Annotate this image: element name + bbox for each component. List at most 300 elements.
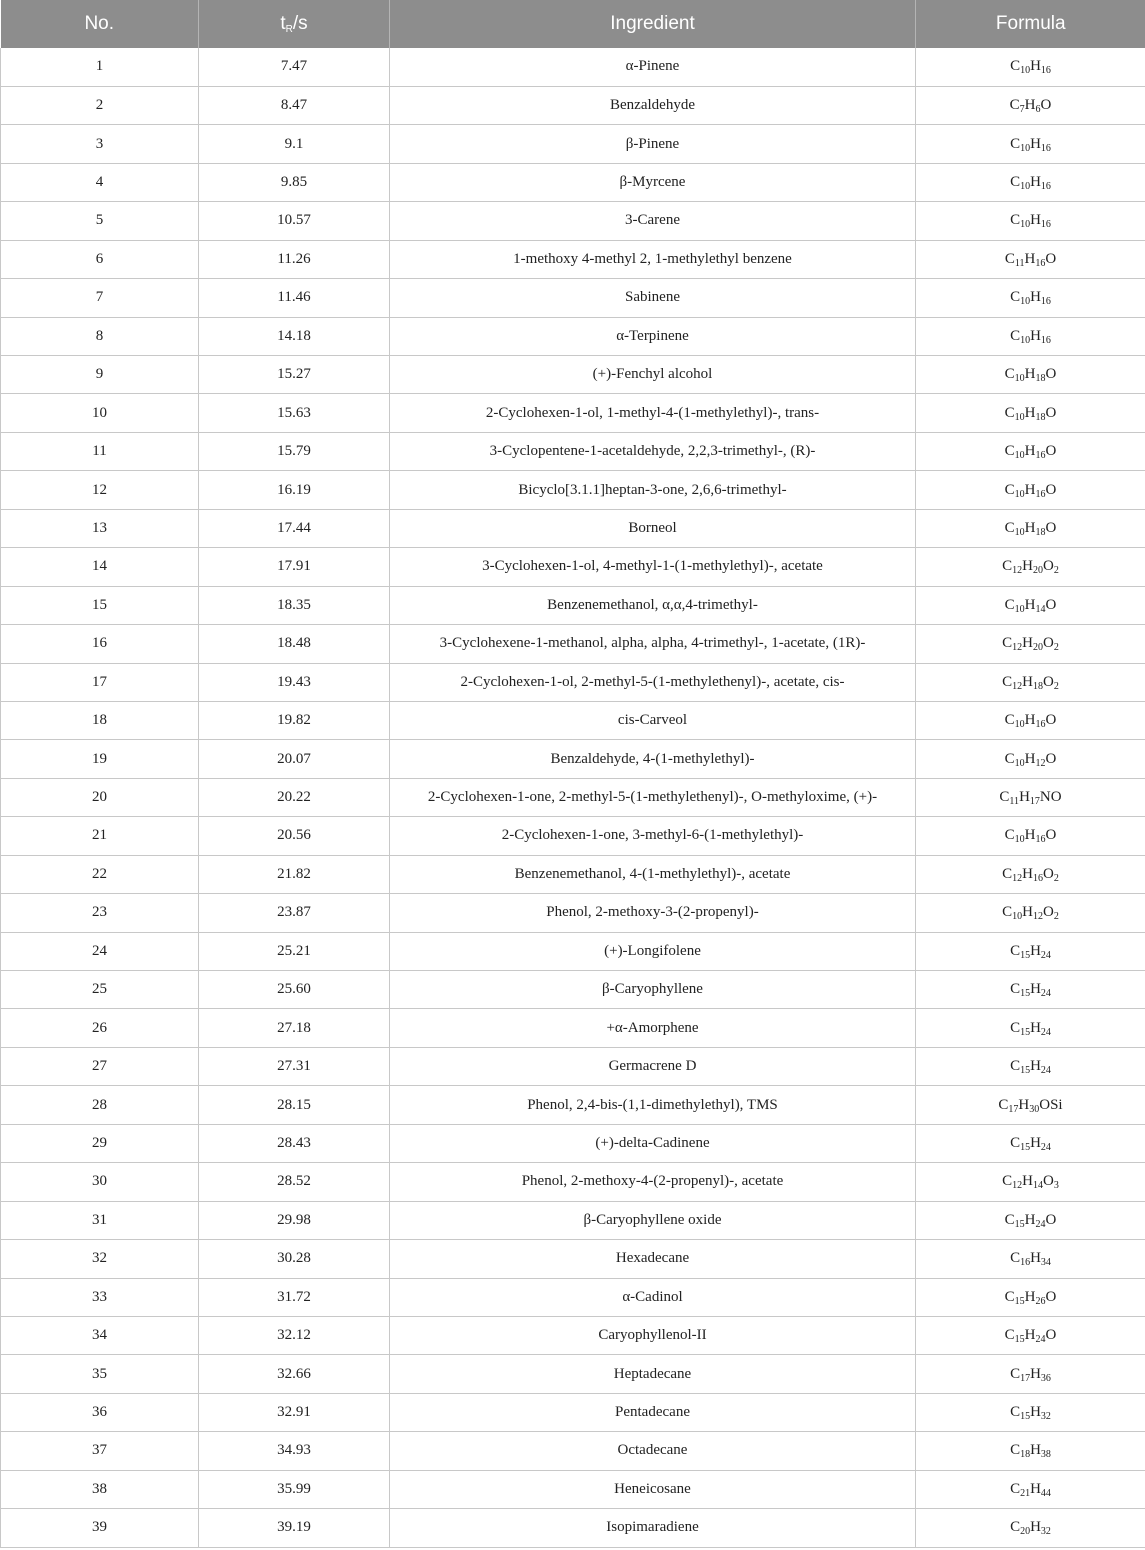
formula-count: 12 <box>1012 680 1023 692</box>
formula-element: H <box>1030 981 1041 998</box>
formula-count: 16 <box>1035 488 1046 500</box>
cell-retention-time: 25.60 <box>199 971 390 1009</box>
formula-count: 30 <box>1029 1103 1040 1115</box>
cell-ingredient: Phenol, 2,4-bis-(1,1-dimethylethyl), TMS <box>390 1086 916 1124</box>
cell-retention-time: 27.18 <box>199 1009 390 1047</box>
formula-count: 15 <box>1020 1065 1031 1077</box>
formula-count: 2 <box>1053 872 1059 884</box>
cell-retention-time: 32.12 <box>199 1316 390 1354</box>
formula-element: C <box>1002 1173 1013 1190</box>
formula-count: 20 <box>1033 642 1043 654</box>
formula-count: 16 <box>1040 296 1051 308</box>
cell-retention-time: 19.82 <box>199 701 390 739</box>
header-formula: Formula <box>995 13 1066 34</box>
formula-count: 24 <box>1035 1218 1046 1230</box>
table-row <box>1 1047 1145 1085</box>
header-retention-time <box>199 0 390 48</box>
formula-count: 12 <box>1012 565 1023 577</box>
cell-formula <box>916 1470 1145 1508</box>
formula-count: 10 <box>1014 757 1025 769</box>
formula-element: H <box>1030 1019 1041 1036</box>
cell-no: 38 <box>1 1470 199 1508</box>
table-row <box>1 1432 1145 1470</box>
cell-ingredient: Caryophyllenol-II <box>390 1316 916 1354</box>
formula-element: C <box>1004 1327 1015 1344</box>
formula-count: 18 <box>1033 680 1043 692</box>
cell-ingredient: α-Pinene <box>390 48 916 86</box>
cell-retention-time: 11.46 <box>199 279 390 317</box>
formula-count: 16 <box>1040 334 1051 346</box>
formula-element: C <box>1004 827 1015 844</box>
formula-count: 12 <box>1035 757 1046 769</box>
cell-no: 34 <box>1 1316 199 1354</box>
cell-retention-time: 16.19 <box>199 471 390 509</box>
formula-count: 10 <box>1020 334 1031 346</box>
cell-retention-time: 25.21 <box>199 932 390 970</box>
cell-retention-time: 19.43 <box>199 663 390 701</box>
header-ingredient: Ingredient <box>390 0 916 48</box>
table-row <box>1 1201 1145 1239</box>
formula-count: 3 <box>1053 1180 1059 1192</box>
cell-ingredient: Benzaldehyde, 4-(1-methylethyl)- <box>390 740 916 778</box>
cell-formula <box>916 394 1145 432</box>
cell-ingredient: Heneicosane <box>390 1470 916 1508</box>
formula-count: 20 <box>1033 565 1043 577</box>
cell-no: 11 <box>1 432 199 470</box>
formula-count: 24 <box>1040 949 1051 961</box>
formula-count: 10 <box>1014 834 1025 846</box>
table-row <box>1 1393 1145 1431</box>
cell-retention-time: 15.63 <box>199 394 390 432</box>
cell-retention-time: 10.57 <box>199 202 390 240</box>
formula-element: C <box>1004 1211 1015 1228</box>
cell-ingredient: Sabinene <box>390 279 916 317</box>
formula-count: 44 <box>1040 1487 1051 1499</box>
formula-count: 15 <box>1014 1334 1025 1346</box>
formula-count: 16 <box>1035 719 1046 731</box>
cell-retention-time: 11.26 <box>199 240 390 278</box>
formula-element: H <box>1030 289 1041 306</box>
cell-no: 18 <box>1 701 199 739</box>
formula-element: C <box>1002 904 1013 921</box>
formula-element: H <box>1030 135 1041 152</box>
cell-formula <box>916 125 1145 163</box>
cell-formula <box>916 1278 1145 1316</box>
cell-no: 1 <box>1 48 199 86</box>
cell-ingredient: β-Pinene <box>390 125 916 163</box>
table-row <box>1 1316 1145 1354</box>
header-tr-unit: /s <box>292 13 308 34</box>
formula-count: 10 <box>1014 411 1025 423</box>
cell-no: 19 <box>1 740 199 778</box>
cell-ingredient: β-Caryophyllene <box>390 971 916 1009</box>
formula-count: 10 <box>1014 450 1025 462</box>
formula-element: O <box>1043 673 1054 690</box>
formula-count: 15 <box>1020 949 1031 961</box>
formula-element: O <box>1045 712 1057 729</box>
cell-no: 3 <box>1 125 199 163</box>
cell-formula <box>916 548 1145 586</box>
formula-element: O <box>1045 366 1057 383</box>
table-row <box>1 1470 1145 1508</box>
table-row <box>1 202 1145 240</box>
cell-ingredient: Benzenemethanol, 4-(1-methylethyl)-, acetate <box>390 855 916 893</box>
cell-no: 28 <box>1 1086 199 1124</box>
cell-ingredient: Pentadecane <box>390 1393 916 1431</box>
formula-element: C <box>1010 1250 1021 1267</box>
formula-count: 12 <box>1012 642 1023 654</box>
table-row <box>1 740 1145 778</box>
formula-element: O <box>1045 250 1057 267</box>
table-row <box>1 163 1145 201</box>
cell-ingredient: +α-Amorphene <box>390 1009 916 1047</box>
cell-no: 37 <box>1 1432 199 1470</box>
cell-no: 8 <box>1 317 199 355</box>
cell-no: 2 <box>1 86 199 124</box>
formula-count: 16 <box>1040 142 1051 154</box>
cell-formula <box>916 586 1145 624</box>
formula-element: C <box>1004 366 1015 383</box>
table-row <box>1 701 1145 739</box>
cell-formula <box>916 1393 1145 1431</box>
formula-element: H <box>1030 212 1041 229</box>
formula-count: 2 <box>1053 911 1059 923</box>
cell-formula <box>916 48 1145 86</box>
formula-count: 18 <box>1035 411 1046 423</box>
cell-no: 6 <box>1 240 199 278</box>
formula-count: 2 <box>1053 680 1059 692</box>
formula-element: C <box>1010 1519 1021 1536</box>
cell-retention-time: 20.56 <box>199 817 390 855</box>
table-row <box>1 356 1145 394</box>
formula-count: 21 <box>1020 1487 1031 1499</box>
formula-element: O <box>1043 1173 1054 1190</box>
cell-no: 35 <box>1 1355 199 1393</box>
cell-ingredient: Borneol <box>390 509 916 547</box>
cell-retention-time: 35.99 <box>199 1470 390 1508</box>
formula-count: 16 <box>1040 219 1051 231</box>
cell-retention-time: 18.35 <box>199 586 390 624</box>
cell-ingredient: Heptadecane <box>390 1355 916 1393</box>
formula-count: 16 <box>1035 834 1046 846</box>
formula-element: H <box>1022 558 1033 575</box>
formula-element: C <box>1010 942 1021 959</box>
cell-formula <box>916 1086 1145 1124</box>
formula-element: H <box>1030 1250 1041 1267</box>
formula-count: 15 <box>1014 1218 1025 1230</box>
formula-count: 34 <box>1040 1257 1051 1269</box>
formula-element: C <box>1004 1288 1015 1305</box>
formula-element: H <box>1024 827 1036 844</box>
table-row <box>1 509 1145 547</box>
cell-formula <box>916 86 1145 124</box>
formula-count: 24 <box>1040 1026 1051 1038</box>
cell-formula <box>916 971 1145 1009</box>
cell-no: 23 <box>1 894 199 932</box>
formula-element: O <box>1045 481 1057 498</box>
cell-ingredient: 2-Cyclohexen-1-ol, 2-methyl-5-(1-methylethenyl)-, acetate, cis- <box>390 663 916 701</box>
cell-retention-time: 21.82 <box>199 855 390 893</box>
cell-ingredient: 2-Cyclohexen-1-ol, 1-methyl-4-(1-methylethyl)-, trans- <box>390 394 916 432</box>
cell-ingredient: 3-Carene <box>390 202 916 240</box>
formula-element: C <box>1009 97 1020 114</box>
cell-no: 30 <box>1 1163 199 1201</box>
formula-element: H <box>1024 1211 1036 1228</box>
formula-element: C <box>1010 289 1021 306</box>
table-row <box>1 471 1145 509</box>
cell-retention-time: 39.19 <box>199 1509 390 1547</box>
formula-count: 24 <box>1040 988 1051 1000</box>
table-row <box>1 125 1145 163</box>
cell-retention-time: 31.72 <box>199 1278 390 1316</box>
cell-retention-time: 8.47 <box>199 86 390 124</box>
cell-retention-time: 7.47 <box>199 48 390 86</box>
cell-retention-time: 34.93 <box>199 1432 390 1470</box>
table-row <box>1 48 1145 86</box>
cell-formula <box>916 894 1145 932</box>
cell-no: 13 <box>1 509 199 547</box>
formula-count: 18 <box>1020 1449 1031 1461</box>
formula-element: C <box>1010 981 1021 998</box>
formula-count: 38 <box>1040 1449 1051 1461</box>
cell-no: 14 <box>1 548 199 586</box>
cell-ingredient: Benzaldehyde <box>390 86 916 124</box>
cell-formula <box>916 625 1145 663</box>
formula-count: 20 <box>1020 1526 1031 1538</box>
formula-element: C <box>1004 404 1015 421</box>
formula-element: C <box>998 1096 1009 1113</box>
cell-formula <box>916 471 1145 509</box>
cell-retention-time: 32.91 <box>199 1393 390 1431</box>
cell-no: 9 <box>1 356 199 394</box>
cell-ingredient: Octadecane <box>390 1432 916 1470</box>
formula-count: 16 <box>1035 257 1046 269</box>
table-row <box>1 279 1145 317</box>
formula-count: 16 <box>1035 450 1046 462</box>
cell-ingredient: Hexadecane <box>390 1240 916 1278</box>
formula-element: OSi <box>1039 1096 1063 1113</box>
cell-ingredient: (+)-Fenchyl alcohol <box>390 356 916 394</box>
cell-formula <box>916 1355 1145 1393</box>
cell-no: 33 <box>1 1278 199 1316</box>
cell-formula <box>916 855 1145 893</box>
cell-formula <box>916 432 1145 470</box>
cell-retention-time: 23.87 <box>199 894 390 932</box>
formula-count: 18 <box>1035 526 1046 538</box>
formula-element: O <box>1045 1211 1057 1228</box>
formula-element: NO <box>1039 789 1062 806</box>
formula-element: C <box>1004 481 1015 498</box>
cell-retention-time: 20.07 <box>199 740 390 778</box>
cell-ingredient: α-Cadinol <box>390 1278 916 1316</box>
cell-no: 20 <box>1 778 199 816</box>
formula-count: 24 <box>1040 1141 1051 1153</box>
formula-element: C <box>1002 673 1013 690</box>
formula-count: 32 <box>1040 1526 1051 1538</box>
cell-retention-time: 32.66 <box>199 1355 390 1393</box>
cell-no: 25 <box>1 971 199 1009</box>
cell-formula <box>916 1509 1145 1547</box>
formula-count: 15 <box>1020 1141 1031 1153</box>
formula-count: 15 <box>1020 1026 1031 1038</box>
cell-retention-time: 28.52 <box>199 1163 390 1201</box>
formula-element: H <box>1022 673 1033 690</box>
formula-element: O <box>1045 1288 1057 1305</box>
cell-retention-time: 29.98 <box>199 1201 390 1239</box>
formula-count: 17 <box>1008 1103 1019 1115</box>
formula-element: H <box>1030 1134 1041 1151</box>
cell-no: 7 <box>1 279 199 317</box>
cell-retention-time: 27.31 <box>199 1047 390 1085</box>
formula-element: H <box>1024 750 1036 767</box>
cell-retention-time: 28.15 <box>199 1086 390 1124</box>
formula-count: 10 <box>1014 373 1025 385</box>
formula-element: H <box>1030 1480 1041 1497</box>
table-row <box>1 432 1145 470</box>
formula-count: 2 <box>1053 565 1059 577</box>
cell-no: 12 <box>1 471 199 509</box>
formula-count: 12 <box>1033 911 1043 923</box>
formula-element: C <box>1010 1365 1021 1382</box>
table-row <box>1 855 1145 893</box>
formula-count: 11 <box>1009 796 1020 808</box>
cell-retention-time: 9.85 <box>199 163 390 201</box>
cell-ingredient: 1-methoxy 4-methyl 2, 1-methylethyl benzene <box>390 240 916 278</box>
formula-element: C <box>1010 58 1021 75</box>
formula-element: H <box>1030 942 1041 959</box>
formula-count: 16 <box>1020 1257 1031 1269</box>
formula-element: C <box>1002 558 1013 575</box>
formula-element: C <box>1004 712 1015 729</box>
cell-retention-time: 30.28 <box>199 1240 390 1278</box>
table-row <box>1 971 1145 1009</box>
header-tr-base: t <box>280 13 286 34</box>
cell-formula <box>916 740 1145 778</box>
table-row <box>1 663 1145 701</box>
formula-element: H <box>1030 1519 1041 1536</box>
cell-no: 32 <box>1 1240 199 1278</box>
table-row <box>1 1086 1145 1124</box>
table-row <box>1 1240 1145 1278</box>
formula-element: H <box>1030 1058 1041 1075</box>
formula-element: C <box>1010 212 1021 229</box>
cell-no: 39 <box>1 1509 199 1547</box>
cell-retention-time: 9.1 <box>199 125 390 163</box>
cell-formula <box>916 509 1145 547</box>
cell-no: 22 <box>1 855 199 893</box>
formula-element: O <box>1045 596 1057 613</box>
formula-count: 10 <box>1014 719 1025 731</box>
formula-element: C <box>1010 327 1021 344</box>
formula-element: H <box>1030 1404 1041 1421</box>
formula-count: 24 <box>1035 1334 1046 1346</box>
cell-retention-time: 15.27 <box>199 356 390 394</box>
header-no: No. <box>1 0 199 48</box>
cell-formula <box>916 356 1145 394</box>
table-row <box>1 317 1145 355</box>
formula-element: C <box>1010 1442 1021 1459</box>
formula-element: O <box>1043 635 1054 652</box>
formula-count: 36 <box>1040 1372 1051 1384</box>
cell-ingredient: Isopimaradiene <box>390 1509 916 1547</box>
cell-no: 36 <box>1 1393 199 1431</box>
formula-element: H <box>1022 865 1033 882</box>
table-row <box>1 1124 1145 1162</box>
formula-element: C <box>1004 596 1015 613</box>
formula-count: 10 <box>1020 181 1031 193</box>
formula-count: 18 <box>1035 373 1046 385</box>
formula-element: H <box>1024 250 1036 267</box>
formula-count: 12 <box>1012 1180 1023 1192</box>
formula-count: 2 <box>1053 642 1059 654</box>
formula-element: O <box>1043 904 1054 921</box>
cell-ingredient: 3-Cyclopentene-1-acetaldehyde, 2,2,3-trimethyl-, (R)- <box>390 432 916 470</box>
formula-element: H <box>1030 58 1041 75</box>
formula-element: H <box>1024 366 1036 383</box>
cell-ingredient: Phenol, 2-methoxy-3-(2-propenyl)- <box>390 894 916 932</box>
formula-count: 10 <box>1014 488 1025 500</box>
formula-count: 17 <box>1020 1372 1031 1384</box>
formula-count: 14 <box>1035 603 1046 615</box>
table-body <box>1 48 1145 1547</box>
formula-count: 10 <box>1020 296 1031 308</box>
header-tr-sub: R <box>285 24 293 35</box>
formula-element: O <box>1043 865 1054 882</box>
cell-ingredient: (+)-Longifolene <box>390 932 916 970</box>
formula-element: C <box>1002 635 1013 652</box>
table-row <box>1 625 1145 663</box>
formula-count: 15 <box>1020 988 1031 1000</box>
formula-element: C <box>1010 174 1021 191</box>
table-header <box>1 0 1145 48</box>
table-row <box>1 932 1145 970</box>
formula-element: C <box>1010 135 1021 152</box>
formula-element: C <box>1010 1480 1021 1497</box>
formula-count: 10 <box>1020 65 1031 77</box>
cell-formula <box>916 1201 1145 1239</box>
cell-formula <box>916 1163 1145 1201</box>
formula-element: H <box>1024 443 1036 460</box>
cell-no: 10 <box>1 394 199 432</box>
formula-element: O <box>1045 827 1057 844</box>
formula-count: 10 <box>1014 526 1025 538</box>
formula-element: C <box>1004 443 1015 460</box>
cell-no: 27 <box>1 1047 199 1085</box>
cell-retention-time: 14.18 <box>199 317 390 355</box>
cell-formula <box>916 817 1145 855</box>
formula-element: O <box>1045 1327 1057 1344</box>
table-row <box>1 586 1145 624</box>
formula-count: 10 <box>1012 911 1023 923</box>
formula-element: C <box>1010 1134 1021 1151</box>
cell-ingredient: 3-Cyclohexene-1-methanol, alpha, alpha, 4-trimethyl-, 1-acetate, (1R)- <box>390 625 916 663</box>
formula-element: H <box>1022 904 1033 921</box>
formula-count: 15 <box>1014 1295 1025 1307</box>
cell-ingredient: 2-Cyclohexen-1-one, 3-methyl-6-(1-methylethyl)- <box>390 817 916 855</box>
cell-no: 15 <box>1 586 199 624</box>
cell-formula <box>916 663 1145 701</box>
formula-element: O <box>1040 97 1052 114</box>
formula-element: C <box>1010 1019 1021 1036</box>
cell-ingredient: α-Terpinene <box>390 317 916 355</box>
cell-formula <box>916 1240 1145 1278</box>
formula-element: H <box>1022 1173 1033 1190</box>
cell-ingredient: 2-Cyclohexen-1-one, 2-methyl-5-(1-methylethenyl)-, O-methyloxime, (+)- <box>390 778 916 816</box>
formula-element: H <box>1018 1096 1030 1113</box>
cell-formula <box>916 1316 1145 1354</box>
formula-element: H <box>1024 596 1036 613</box>
cell-ingredient: Germacrene D <box>390 1047 916 1085</box>
